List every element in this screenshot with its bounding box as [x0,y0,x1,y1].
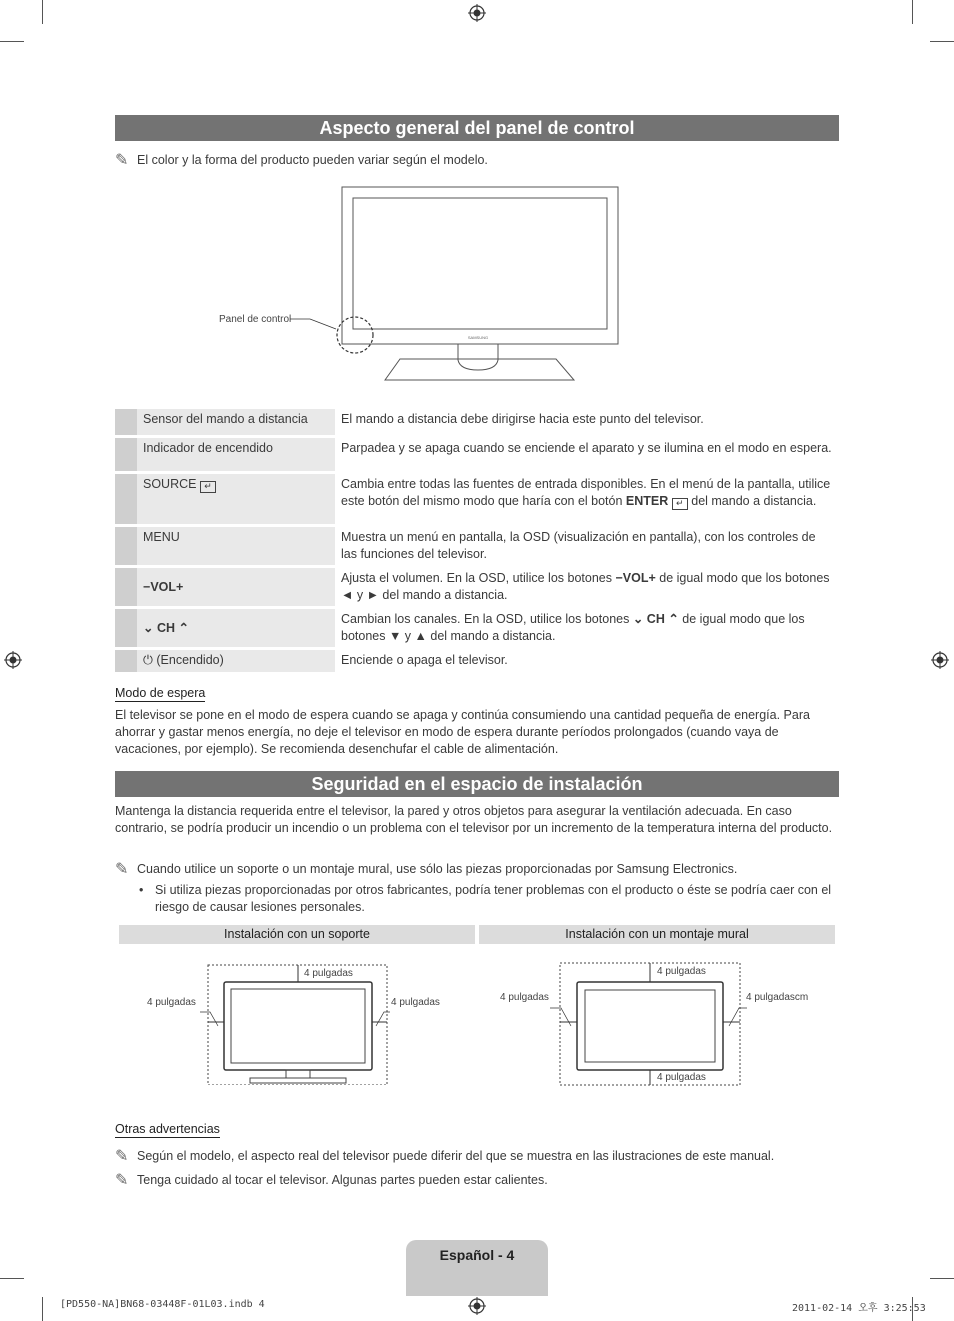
table-row [115,568,839,606]
control-label [137,474,335,524]
pencil-note-icon: ✎ [115,861,129,878]
control-label: ⏻ (Encendido) [137,650,335,672]
vol-label: VOL [150,579,177,594]
bullet-icon: • [139,883,144,897]
footer-timestamp: 2011-02-14 오후 3:25:53 [792,1303,926,1314]
control-table [115,406,839,675]
row-marker [115,650,137,672]
registration-mark-icon [468,4,486,22]
other-warnings-heading: Otras advertencias [115,1122,220,1136]
note-color-shape [115,152,488,169]
registration-mark-icon [468,1297,486,1315]
control-label [137,609,335,647]
crop-mark [930,1278,954,1279]
control-label: Indicador de encendido [137,438,335,471]
wall-installation-diagram [495,960,825,1090]
enter-icon: ↵ [672,498,688,510]
row-marker [115,409,137,435]
stand-right-distance: 4 pulgadas [391,997,440,1008]
stand-installation-diagram [140,960,460,1085]
ch-label: CH [156,620,176,635]
control-label: MENU [137,527,335,565]
plus-icon: + [176,579,184,594]
minus-icon: − [615,571,623,585]
registration-mark-icon [4,651,22,669]
note-appearance: ✎ Según el modelo, el aspecto real del televisor puede diferir del que se muestra en las ilustraciones de este manual. [115,1148,775,1165]
wall-top-distance: 4 pulgadas [657,966,706,977]
control-desc: Cambian los canales. En la OSD, utilice los botones ⌄ CH ⌃ de igual modo que los botones ▼ y ▲ del mando a distancia. [335,609,839,647]
source-enter-icon: ↵ [200,481,216,493]
table-row [115,438,839,471]
note-text: El color y la forma del producto pueden variar según el modelo. [137,153,488,167]
table-row [115,609,839,647]
section-title-installation-safety: Seguridad en el espacio de instalación [115,771,839,797]
wall-left-distance: 4 pulgadas [500,992,549,1003]
row-marker [115,527,137,565]
control-desc: Enciende o apaga el televisor. [335,650,839,672]
minus-icon: − [143,579,151,594]
standby-heading: Modo de espera [115,686,206,700]
footer-file-info: [PD550-NA]BN68-03448F-01L03.indb 4 [60,1299,265,1310]
page-number-tab: Español - 4 [406,1240,548,1296]
table-row [115,527,839,565]
chevron-down-icon: ⌄ [632,612,644,626]
control-desc: Cambia entre todas las fuentes de entrada disponibles. En el menú de la pantalla, utilice este botón del mismo modo que haría con el botón ENTER ↵ del mando a distancia. [335,474,839,524]
crop-mark [42,0,43,24]
wall-right-distance: 4 pulgadascm [746,992,809,1003]
tv-illustration [210,182,630,387]
power-icon: ⏻ [143,653,153,667]
registration-mark-icon [931,651,949,669]
row-marker [115,568,137,606]
plus-icon: + [648,571,656,585]
ventilation-text: Mantenga la distancia requerida entre el televisor, la pared y otros objetos para asegurar la ventilación adecuada. En caso contrario, se podría producir un incendio o un problema con el televisor por un incremento de la temperatura interna del producto. [115,804,833,835]
source-label: SOURCE [143,477,197,491]
table-row [115,650,839,672]
table-row [115,409,839,435]
stand-left-distance: 4 pulgadas [147,997,196,1008]
row-marker [115,609,137,647]
control-desc: Ajusta el volumen. En la OSD, utilice los botones −VOL+ de igual modo que los botones ◄ y ► del mando a distancia. [335,568,839,606]
pencil-note-icon: ✎ [115,1148,129,1165]
col-stand-installation: Instalación con un soporte [119,925,475,944]
table-row [115,474,839,524]
tv-brand-text: SAMSUNG [467,335,489,340]
crop-mark [930,41,954,42]
control-desc: El mando a distancia debe dirigirse hacia este punto del televisor. [335,409,839,435]
chevron-up-icon: ⌃ [178,620,189,635]
crop-mark [912,0,913,24]
crop-mark [0,1278,24,1279]
crop-mark [0,41,24,42]
pencil-note-icon: ✎ [115,152,129,169]
bullet-other-parts: • Si utiliza piezas proporcionadas por otros fabricantes, podría tener problemas con el producto o éste se podría caer con el riesgo de causar lesiones personales. [139,883,832,914]
chevron-down-icon: ⌄ [143,620,154,635]
chevron-up-icon: ⌃ [668,612,679,626]
row-marker [115,438,137,471]
crop-mark [42,1297,43,1321]
row-marker [115,474,137,524]
section-title-control-panel: Aspecto general del panel de control [115,115,839,141]
stand-top-distance: 4 pulgadas [304,968,353,979]
standby-text: El televisor se pone en el modo de espera cuando se apaga y continúa consumiendo una cantidad pequeña de energía. Para ahorrar y gastar menos energía, no deje el televisor en modo de espera durante períodos prolongados (cuando vaya de vacaciones, por ejemplo). Se recomienda desenchufar el cable de alimentación. [115,708,810,756]
wall-bottom-distance: 4 pulgadas [657,1072,706,1083]
note-samsung-parts: ✎ Cuando utilice un soporte o un montaje mural, use sólo las piezas proporcionadas por Samsung Electronics. [115,861,738,878]
control-label: Sensor del mando a distancia [137,409,335,435]
col-wall-installation: Instalación con un montaje mural [479,925,835,944]
pencil-note-icon: ✎ [115,1172,129,1189]
control-label [137,568,335,606]
note-hot-parts: ✎ Tenga cuidado al tocar el televisor. Algunas partes pueden estar calientes. [115,1172,548,1189]
control-desc: Parpadea y se apaga cuando se enciende el aparato y se ilumina en el modo en espera. [335,438,839,471]
control-desc: Muestra un menú en pantalla, la OSD (visualización en pantalla), con los controles de las funciones del televisor. [335,527,839,565]
control-panel-callout: Panel de control [219,314,292,325]
